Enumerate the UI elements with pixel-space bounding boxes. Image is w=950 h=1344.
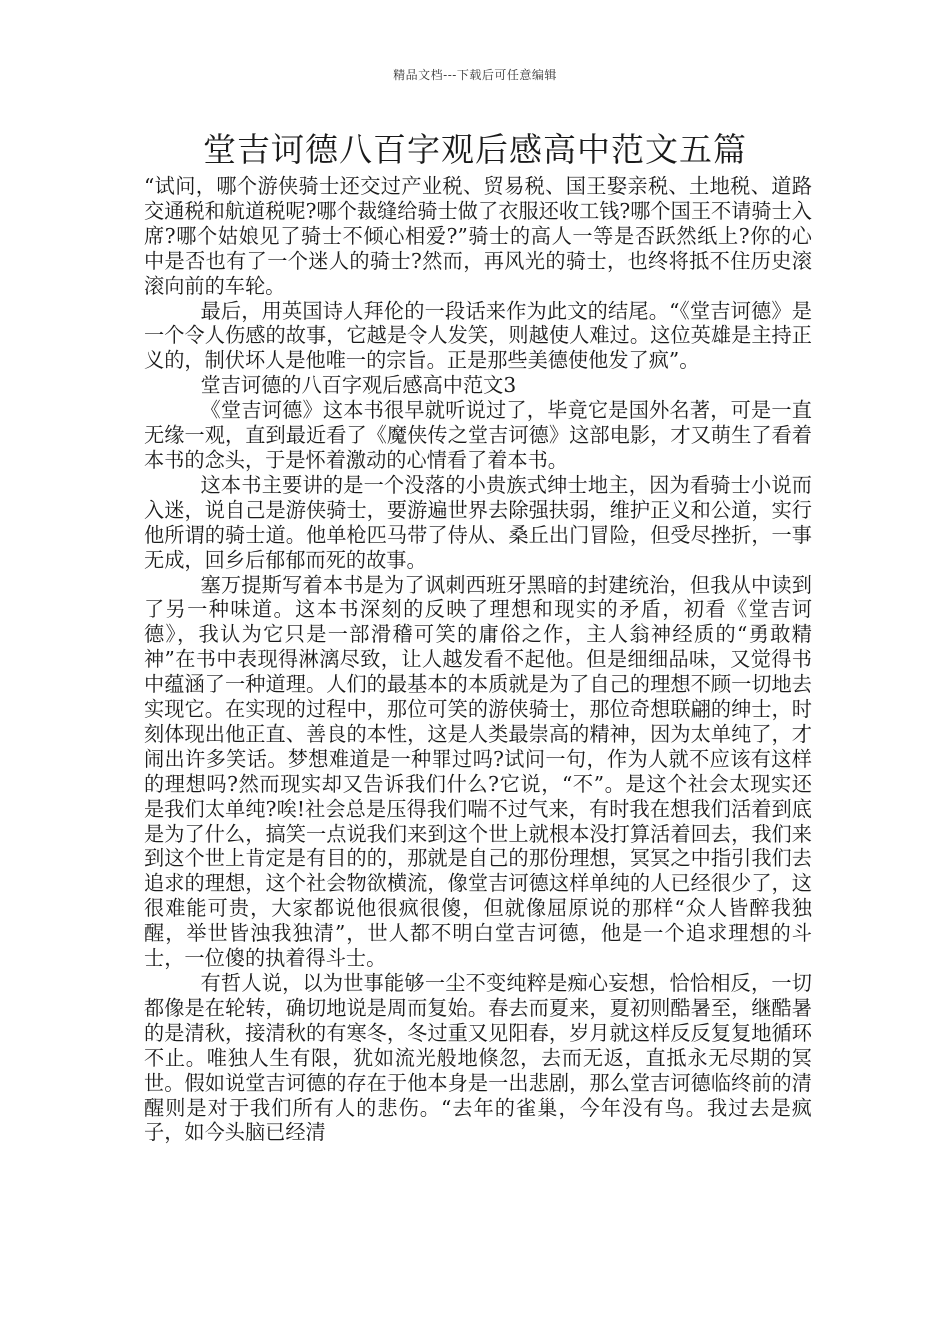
paragraph-2: 最后，用英国诗人拜伦的一段话来作为此文的结尾。“《堂吉诃德》是一个令人伤感的故事，它越是令人发笑，则越使人难过。这位英雄是主持正义的，制伏坏人是他唯一的宗旨。正是那些美德使他发了疯”。 [144, 298, 812, 373]
paragraph-3: 《堂吉诃德》这本书很早就听说过了，毕竟它是国外名著，可是一直无缘一观，直到最近看了《魔侠传之堂吉诃德》这部电影，才又萌生了看着本书的念头，于是怀着激动的心情看了着本书。 [144, 398, 812, 472]
paragraph-5: 塞万提斯写着本书是为了讽刺西班牙黑暗的封建统治，但我从中读到了另一种味道。这本书深刻的反映了理想和现实的矛盾，初看《堂吉诃德》，我认为它只是一部滑稽可笑的庸俗之作，主人翁神经质的“勇敢精神”在书中表现得淋漓尽致，让人越发看不起他。但是细细品味，又觉得书中蕴涵了一种道理。人们的最基本的本质就是为了自己的理想不顾一切地去实现它。在实现的过程中，那位可笑的游侠骑士，那位奇想联翩的绅士，时刻体现出他正直、善良的本性，这是人类最崇高的精神，因为太单纯了，才闹出许多笑话。梦想难道是一种罪过吗?试问一句，作为人就不应该有这样的理想吗?然而现实却又告诉我们什么?它说，“不”。是这个社会太现实还是我们太单纯?唉!社会总是压得我们喘不过气来，有时我在想我们活着到底是为了什么，搞笑一点说我们来到这个世上就根本没打算活着回去，我们来到这个世上肯定是有目的的，那就是自己的那份理想，冥冥之中指引我们去追求的理想，这个社会物欲横流，像堂吉诃德这样单纯的人已经很少了，这很难能可贵，大家都说他很疯很傻，但就像屈原说的那样“众人皆醉我独醒，举世皆浊我独清”，世人都不明白堂吉诃德，他是一个追求理想的斗士，一位傻的执着得斗士。 [144, 572, 812, 971]
page-header: 精品文档---下载后可任意编辑 [393, 68, 557, 82]
section-heading: 堂吉诃德的八百字观后感高中范文3 [200, 373, 517, 398]
paragraph-6: 有哲人说，以为世事能够一尘不变纯粹是痴心妄想，恰恰相反，一切都像是在轮转，确切地说是周而复始。春去而夏来，夏初则酷暑至，继酷暑的是清秋，接清秋的有寒冬，冬过重又见阳春，岁月就这样反反复复地循环不止。唯独人生有限，犹如流光般地倏忽，去而无返，直抵永无尽期的冥世。假如说堂吉诃德的存在于他本身是一出悲剧，那么堂吉诃德临终前的清醒则是对于我们所有人的悲伤。“去年的雀巢，今年没有鸟。我过去是疯子，如今头脑已经清 [144, 971, 812, 1145]
paragraph-4: 这本书主要讲的是一个没落的小贵族式绅士地主，因为看骑士小说而入迷，说自己是游侠骑士，要游遍世界去除强扶弱，维护正义和公道，实行他所谓的骑士道。他单枪匹马带了侍从、桑丘出门冒险，但受尽挫折，一事无成，回乡后郁郁而死的故事。 [144, 472, 812, 572]
document-title: 堂吉诃德八百字观后感高中范文五篇 [203, 130, 747, 169]
paragraph-1: “试问，哪个游侠骑士还交过产业税、贸易税、国王娶亲税、土地税、道路交通税和航道税呢?哪个裁缝给骑士做了衣服还收工钱?哪个国王不请骑士入席?哪个姑娘见了骑士不倾心相爱?”骑士的高人一等是否跃然纸上?你的心中是否也有了一个迷人的骑士?然而，再风光的骑士，也终将抵不住历史滚滚向前的车轮。 [144, 174, 812, 298]
document-body [144, 174, 812, 1145]
